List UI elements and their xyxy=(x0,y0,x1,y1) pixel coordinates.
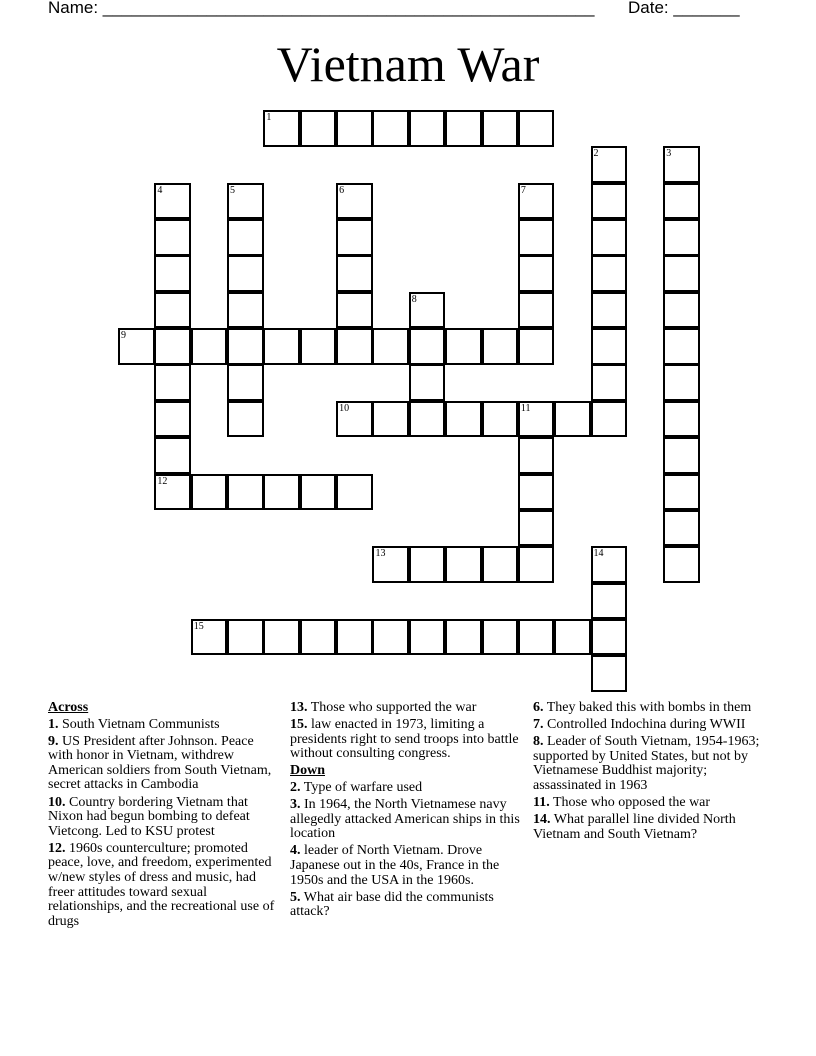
grid-cell[interactable] xyxy=(518,110,555,147)
grid-cell[interactable] xyxy=(518,183,555,220)
clue-number: 4. xyxy=(290,843,301,859)
grid-cell[interactable] xyxy=(518,619,555,656)
clue-text: US President after Johnson. Peace with honor in Vietnam, withdrew American soldiers from South Vietnam, secret attacks in Cambodia xyxy=(48,733,272,793)
clue-down-8 xyxy=(533,735,773,793)
grid-cell[interactable] xyxy=(263,328,300,365)
grid-cell[interactable] xyxy=(591,655,628,692)
grid-number: 1 xyxy=(266,112,272,123)
clue-text: Type of warfare used xyxy=(303,779,423,795)
grid-cell[interactable] xyxy=(591,255,628,292)
grid-cell[interactable] xyxy=(409,292,446,329)
grid-cell[interactable] xyxy=(445,619,482,656)
grid-number: 11 xyxy=(520,402,531,414)
grid-cell[interactable] xyxy=(300,619,337,656)
clue-down-7 xyxy=(533,718,773,733)
grid-number: 9 xyxy=(121,330,126,342)
page-title: Vietnam War xyxy=(276,36,540,92)
grid-cell[interactable] xyxy=(154,219,191,256)
clue-number: 9. xyxy=(48,733,59,749)
grid-cell[interactable] xyxy=(591,546,628,583)
clue-across-13 xyxy=(290,701,524,716)
grid-cell[interactable] xyxy=(445,401,482,438)
grid-cell[interactable] xyxy=(227,364,264,401)
grid-cell[interactable] xyxy=(591,401,628,438)
grid-cell[interactable] xyxy=(336,183,373,220)
grid-cell[interactable] xyxy=(336,328,373,365)
grid-number: 7 xyxy=(520,184,526,196)
grid-cell[interactable] xyxy=(409,546,446,583)
grid-cell[interactable] xyxy=(518,474,555,511)
grid-cell[interactable] xyxy=(336,619,373,656)
grid-cell[interactable] xyxy=(227,255,264,292)
clue-text: Those who supported the war xyxy=(310,700,477,715)
grid-cell[interactable] xyxy=(154,364,191,401)
grid-cell[interactable] xyxy=(227,219,264,256)
grid-cell[interactable] xyxy=(154,474,191,511)
clue-number: 5. xyxy=(290,889,301,905)
grid-cell[interactable] xyxy=(554,401,591,438)
grid-number: 15 xyxy=(193,620,204,632)
clue-across-12 xyxy=(48,842,282,930)
grid-number: 6 xyxy=(339,184,345,196)
grid-number: 4 xyxy=(157,184,163,196)
grid-cell[interactable] xyxy=(445,546,482,583)
date-field-label[interactable]: Date: _______ xyxy=(628,0,740,17)
grid-cell[interactable] xyxy=(372,546,409,583)
grid-cell[interactable] xyxy=(191,474,228,511)
grid-cell[interactable] xyxy=(591,619,628,656)
clue-across-10 xyxy=(48,796,282,840)
grid-cell[interactable] xyxy=(482,619,519,656)
clue-column-2 xyxy=(290,701,524,922)
grid-cell[interactable] xyxy=(482,401,519,438)
grid-number: 13 xyxy=(375,548,386,560)
grid-cell[interactable] xyxy=(409,328,446,365)
clue-number: 11. xyxy=(533,795,550,811)
grid-cell[interactable] xyxy=(663,510,700,547)
clue-text: What air base did the communists attack? xyxy=(290,889,494,920)
grid-cell[interactable] xyxy=(518,328,555,365)
grid-cell[interactable] xyxy=(409,364,446,401)
grid-cell[interactable] xyxy=(663,183,700,220)
grid-cell[interactable] xyxy=(554,619,591,656)
grid-cell[interactable] xyxy=(263,619,300,656)
clue-text: leader of North Vietnam. Drove Japanese out in the 40s, France in the 1950s and the USA in the 1960s. xyxy=(290,843,500,888)
clue-text: Leader of South Vietnam, 1954-1963; supported by United States, but not by Vietnamese Buddhist majority; assassinated in 1963 xyxy=(533,734,760,793)
clue-number: 13. xyxy=(290,700,308,715)
grid-cell[interactable] xyxy=(518,219,555,256)
grid-number: 2 xyxy=(593,148,599,160)
grid-cell[interactable] xyxy=(482,328,519,365)
grid-cell[interactable] xyxy=(300,474,337,511)
across-heading: Across xyxy=(48,700,89,715)
grid-cell[interactable] xyxy=(118,328,155,365)
grid-cell[interactable] xyxy=(336,110,373,147)
grid-cell[interactable] xyxy=(591,292,628,329)
clue-number: 2. xyxy=(290,779,301,795)
grid-number: 10 xyxy=(339,402,350,414)
grid-cell[interactable] xyxy=(482,110,519,147)
clue-text: Country bordering Vietnam that Nixon had begun bombing to defeat Vietcong. Led to KSU protest xyxy=(48,794,250,839)
grid-cell[interactable] xyxy=(300,110,337,147)
grid-cell[interactable] xyxy=(154,183,191,220)
grid-cell[interactable] xyxy=(591,364,628,401)
grid-cell[interactable] xyxy=(663,328,700,365)
clue-text: Controlled Indochina during WWII xyxy=(547,717,746,733)
grid-cell[interactable] xyxy=(336,401,373,438)
clue-down-3 xyxy=(290,798,524,842)
grid-cell[interactable] xyxy=(154,255,191,292)
grid-number: 5 xyxy=(230,184,236,196)
clue-number: 1. xyxy=(48,716,59,732)
grid-cell[interactable] xyxy=(263,474,300,511)
grid-cell[interactable] xyxy=(191,619,228,656)
clue-down-4 xyxy=(290,844,524,888)
grid-cell[interactable] xyxy=(372,401,409,438)
grid-number: 3 xyxy=(666,148,672,160)
clue-text: 1960s counterculture; promoted peace, love, and freedom, experimented w/new styles of dress and music, had freer attitudes toward sexual relationships, and the recreational use of drugs xyxy=(48,840,275,929)
clue-down-5 xyxy=(290,891,524,920)
clue-number: 3. xyxy=(290,797,301,813)
name-field-label[interactable]: Name: ____________________________________________________ xyxy=(48,0,595,17)
clue-number: 10. xyxy=(48,794,66,810)
grid-number: 12 xyxy=(157,475,168,487)
clue-across-1 xyxy=(48,718,282,733)
grid-cell[interactable] xyxy=(154,401,191,438)
grid-cell[interactable] xyxy=(336,219,373,256)
clue-column-3 xyxy=(533,701,773,845)
grid-cell[interactable] xyxy=(518,401,555,438)
clue-number: 14. xyxy=(533,812,551,828)
clue-across-9 xyxy=(48,735,282,793)
grid-cell[interactable] xyxy=(227,474,264,511)
down-heading: Down xyxy=(290,763,326,779)
grid-cell[interactable] xyxy=(227,401,264,438)
grid-cell[interactable] xyxy=(409,619,446,656)
clue-text: South Vietnam Communists xyxy=(62,716,220,732)
grid-cell[interactable] xyxy=(663,146,700,183)
grid-cell[interactable] xyxy=(518,546,555,583)
grid-cell[interactable] xyxy=(663,474,700,511)
grid-cell[interactable] xyxy=(591,183,628,220)
grid-cell[interactable] xyxy=(409,110,446,147)
grid-cell[interactable] xyxy=(227,619,264,656)
grid-cell[interactable] xyxy=(591,219,628,256)
clue-text: In 1964, the North Vietnamese navy allegedly attacked American ships in this location xyxy=(290,797,520,842)
grid-cell[interactable] xyxy=(663,437,700,474)
grid-cell[interactable] xyxy=(191,328,228,365)
grid-cell[interactable] xyxy=(663,401,700,438)
clue-down-11 xyxy=(533,796,773,811)
grid-cell[interactable] xyxy=(518,510,555,547)
grid-cell[interactable] xyxy=(154,437,191,474)
grid-cell[interactable] xyxy=(227,183,264,220)
grid-cell[interactable] xyxy=(409,401,446,438)
grid-cell[interactable] xyxy=(336,292,373,329)
grid-cell[interactable] xyxy=(518,292,555,329)
grid-cell[interactable] xyxy=(663,364,700,401)
grid-cell[interactable] xyxy=(482,546,519,583)
clue-number: 7. xyxy=(533,717,544,733)
grid-cell[interactable] xyxy=(372,328,409,365)
grid-cell[interactable] xyxy=(336,474,373,511)
grid-cell[interactable] xyxy=(154,292,191,329)
clue-across-15 xyxy=(290,718,524,762)
grid-number: 8 xyxy=(411,293,417,305)
grid-cell[interactable] xyxy=(591,328,628,365)
grid-cell[interactable] xyxy=(445,328,482,365)
clue-down-14 xyxy=(533,813,773,842)
grid-cell[interactable] xyxy=(227,328,264,365)
grid-cell[interactable] xyxy=(663,546,700,583)
clue-down-6 xyxy=(533,701,773,716)
grid-cell[interactable] xyxy=(518,255,555,292)
clue-number: 8. xyxy=(533,734,544,750)
grid-number: 14 xyxy=(593,548,604,560)
grid-cell[interactable] xyxy=(263,110,300,147)
clue-number: 6. xyxy=(533,700,544,715)
grid-cell[interactable] xyxy=(663,219,700,256)
clue-down-2 xyxy=(290,781,524,796)
grid-cell[interactable] xyxy=(300,328,337,365)
grid-cell[interactable] xyxy=(372,110,409,147)
clue-text: What parallel line divided North Vietnam and South Vietnam? xyxy=(533,812,736,842)
clue-text: Those who opposed the war xyxy=(552,795,711,811)
grid-cell[interactable] xyxy=(336,255,373,292)
grid-cell[interactable] xyxy=(591,583,628,620)
clue-text: law enacted in 1973, limiting a presidents right to send troops into battle without consulting congress. xyxy=(290,717,519,762)
grid-cell[interactable] xyxy=(445,110,482,147)
clue-column-1 xyxy=(48,701,282,932)
grid-cell[interactable] xyxy=(663,255,700,292)
clue-text: They baked this with bombs in them xyxy=(546,700,752,715)
grid-cell[interactable] xyxy=(154,328,191,365)
grid-cell[interactable] xyxy=(227,292,264,329)
grid-cell[interactable] xyxy=(591,146,628,183)
grid-cell[interactable] xyxy=(663,292,700,329)
grid-cell[interactable] xyxy=(372,619,409,656)
clue-number: 15. xyxy=(290,717,308,733)
grid-cell[interactable] xyxy=(518,437,555,474)
clue-number: 12. xyxy=(48,840,66,856)
